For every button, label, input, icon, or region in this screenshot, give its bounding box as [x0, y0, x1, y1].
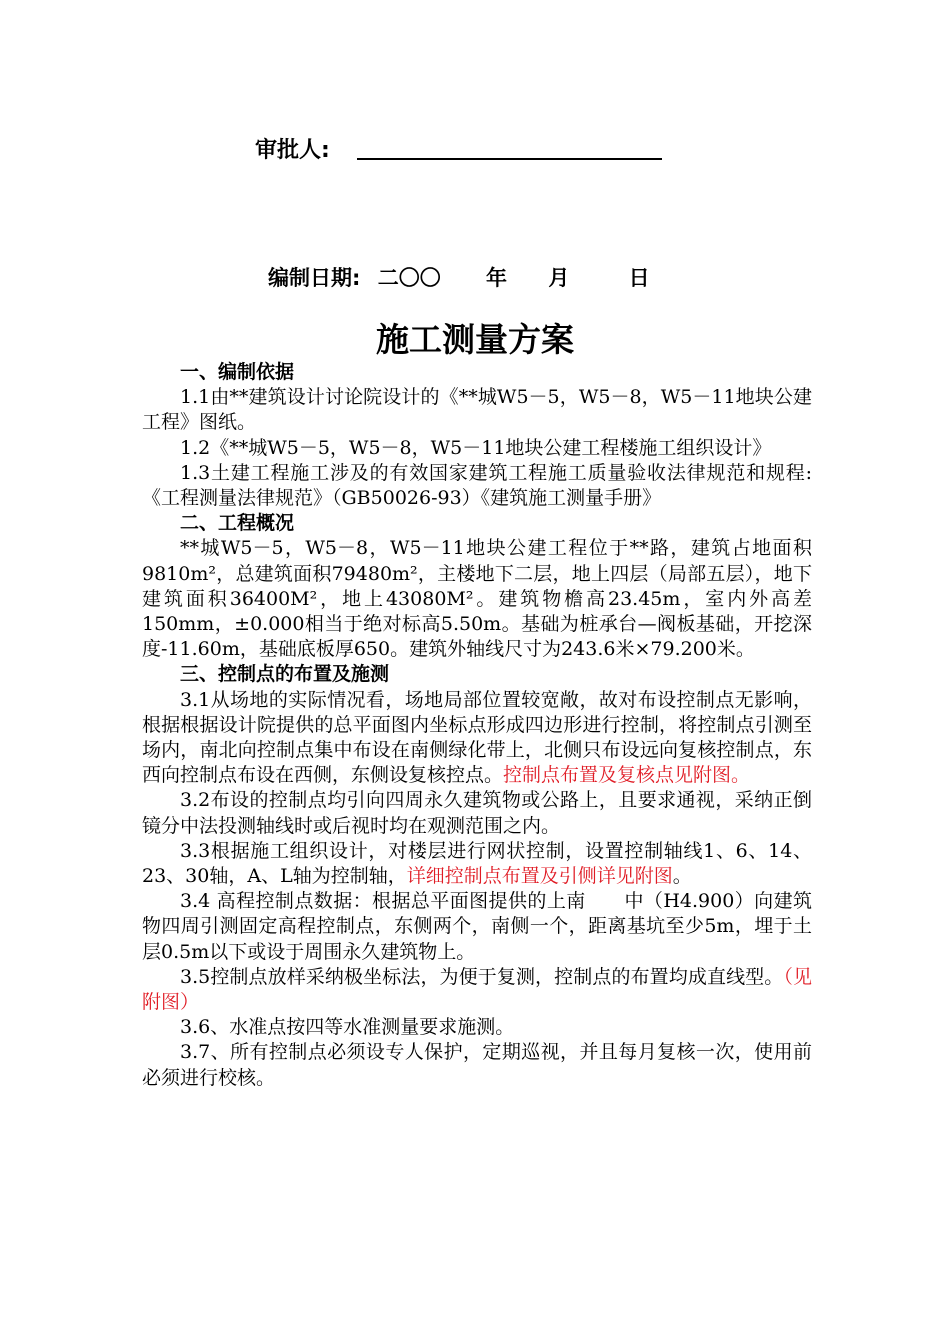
date-label: 编制日期:: [268, 266, 361, 290]
paragraph-3-1: [142, 688, 812, 789]
date-year: 年: [486, 266, 508, 290]
paragraph-1-2: 1.2《**城W5－5，W5－8，W5－11地块公建工程楼施工组织设计》: [180, 436, 772, 459]
date-day: 日: [628, 266, 650, 290]
document-title: 施工测量方案: [376, 320, 574, 359]
paragraph-1-3: 1.3土建工程施工涉及的有效国家建筑工程施工质量验收法律规范和规程:《工程测量法律规范》（GB50026-93）《建筑施工测量手册》: [142, 461, 812, 510]
section-heading-overview: 二、工程概况: [180, 512, 295, 535]
date-year-prefix: 二〇〇: [377, 266, 441, 290]
paragraph-3-3-end: 。: [672, 865, 692, 888]
paragraph-3-1-note: 控制点布置及复核点见附图。: [503, 764, 751, 787]
paragraph-3-7: 3.7、所有控制点必须设专人保护，定期巡视，并且每月复核一次，使用前必须进行校核。: [142, 1041, 812, 1089]
approver-signature-line: [357, 158, 662, 160]
paragraph-3-5-note: （见附图）: [142, 965, 812, 1014]
paragraph-3-5: [142, 965, 812, 1015]
paragraph-3-5-text: 3.5控制点放样采纳极坐标法，为便于复测，控制点的布置均成直线型。: [180, 965, 784, 988]
paragraph-3-2: 3.2布设的控制点均引向四周永久建筑物或公路上，且要求通视，采纳正倒镜分中法投测轴线时或后视时均在观测范围之内。: [142, 789, 812, 837]
paragraph-1-1: 1.1由**建筑设计讨论院设计的《**城W5－5，W5－8，W5－11地块公建工程》图纸。: [142, 386, 812, 434]
paragraph-3-3-text: 3.3根据施工组织设计，对楼层进行网状控制，设置控制轴线1、6、14、23、30轴，A、L轴为控制轴，: [142, 839, 812, 888]
paragraph-3-1-text: 3.1从场地的实际情况看，场地局部位置较宽敞，故对布设控制点无影响，根据根据设计院提供的总平面图内坐标点形成四边形进行控制，将控制点引测至场内，南北向控制点集中布设在南侧绿化带上，北侧只布设远向复核控制点，东西向控制点布设在西侧，东侧设复核控点。: [142, 688, 812, 787]
document-body: [142, 360, 812, 1091]
section-heading-control-points: 三、控制点的布置及施测: [180, 663, 390, 686]
paragraph-3-4: 3.4 高程控制点数据：根据总平面图提供的上南 中（H4.900）向建筑物四周引测固定高程控制点，东侧两个，南侧一个，距离基坑至少5m，埋于土层0.5m以下或设于周围永久建筑物上。: [142, 890, 812, 963]
paragraph-3-3-note: 详细控制点布置及引侧详见附图: [406, 865, 673, 888]
compile-date: [268, 262, 650, 292]
paragraph-3-6: 3.6、水准点按四等水准测量要求施测。: [180, 1016, 515, 1039]
approver-label: 审批人:: [255, 138, 330, 163]
date-month: 月: [548, 266, 570, 290]
paragraph-overview: **城W5－5，W5－8，W5－11地块公建工程位于**路，建筑占地面积9810m²，总建筑面积79480m²，主楼地下二层，地上四层（局部五层），地下建筑面积36400M²，地上43080M²。建筑物檐高23.45m，室内外高差150mm，±0.000相当于绝对标高5.50m。基础为桩承台—阀板基础，开挖深度-11.60m，基础底板厚650。建筑外轴线尺寸为243.6米×79.200米。: [142, 537, 812, 661]
section-heading-basis: 一、编制依据: [180, 361, 295, 383]
paragraph-3-3: [142, 839, 812, 889]
